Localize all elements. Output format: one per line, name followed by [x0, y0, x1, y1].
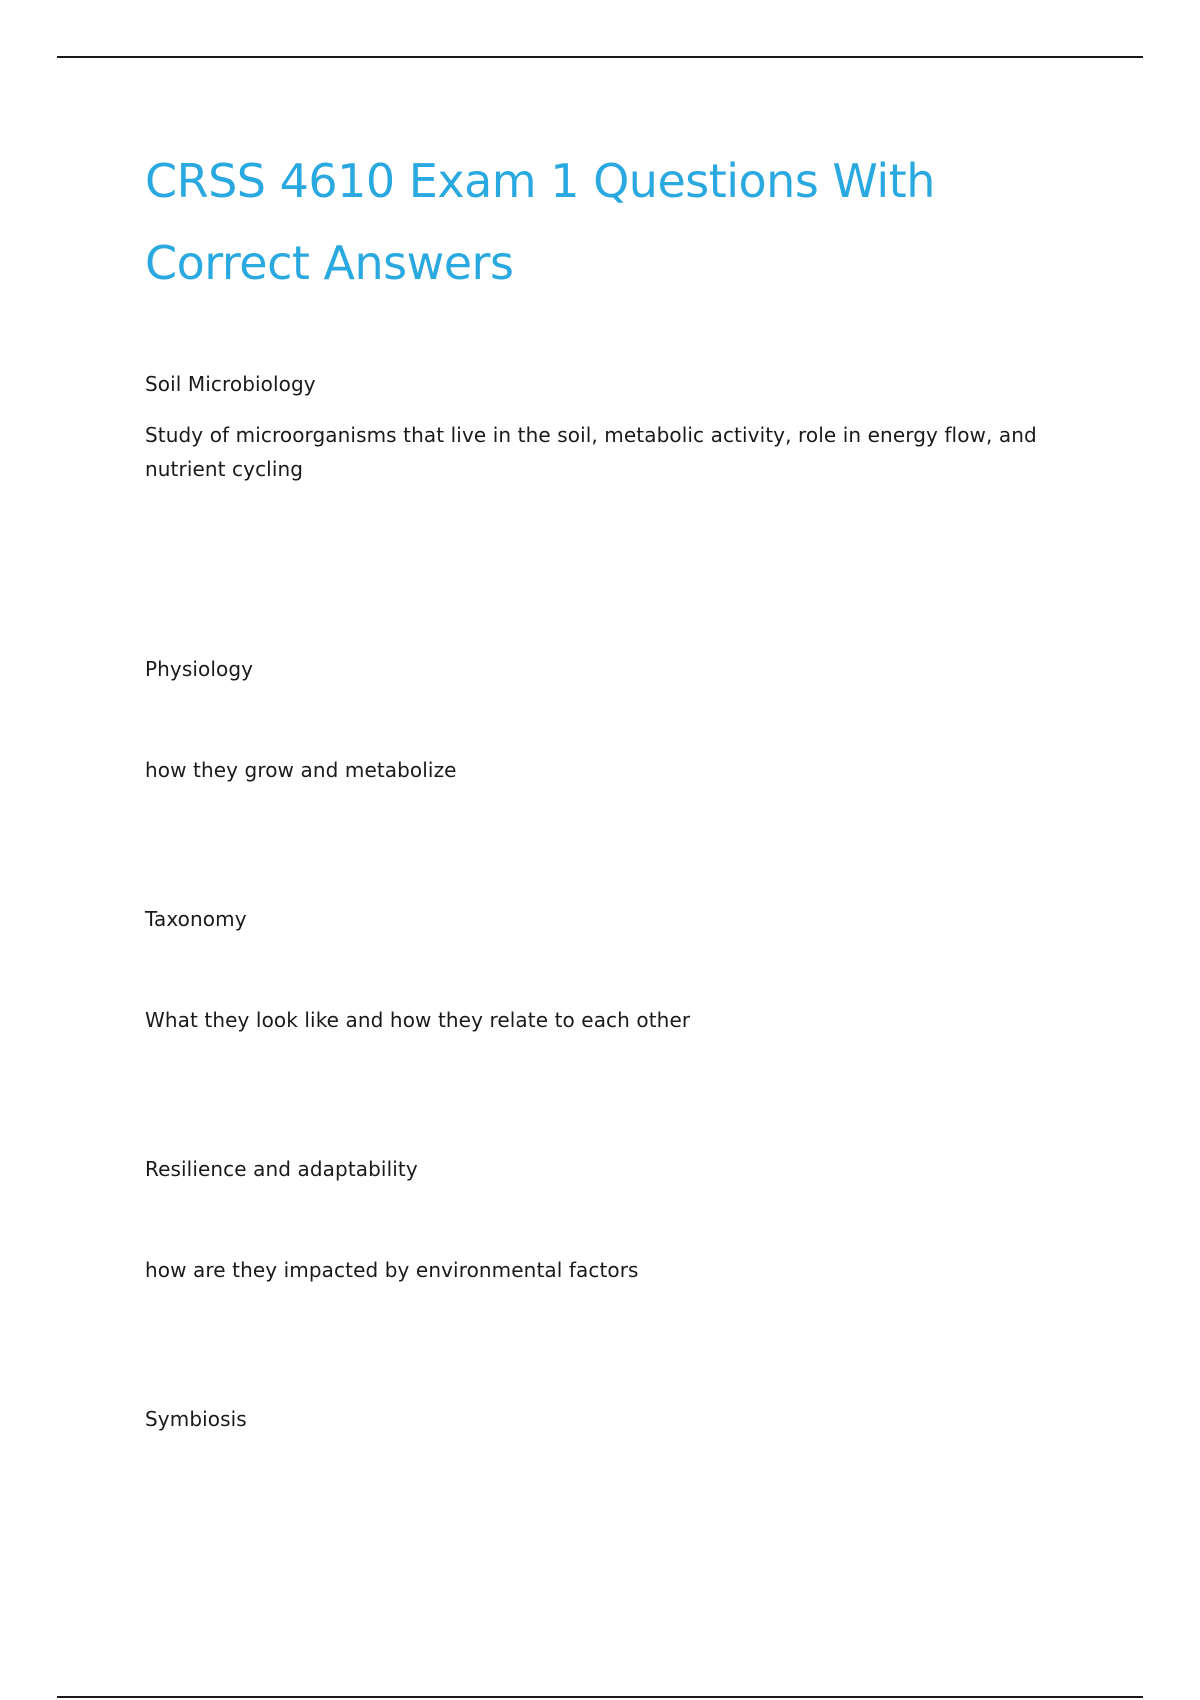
answer-taxonomy: What they look like and how they relate to each other	[145, 1008, 691, 1032]
answer-soil-microbiology: Study of microorganisms that live in the soil, metabolic activity, role in energy flow, and nutrient cycling	[145, 423, 1037, 481]
document-title: CRSS 4610 Exam 1 Questions With Correct Answers	[145, 154, 935, 290]
answer-resilience-adaptability: how are they impacted by environmental factors	[145, 1258, 639, 1282]
term-physiology: Physiology	[145, 657, 254, 681]
term-soil-microbiology: Soil Microbiology	[145, 372, 316, 396]
top-divider	[57, 56, 1143, 58]
term-taxonomy: Taxonomy	[145, 907, 247, 931]
answer-physiology: how they grow and metabolize	[145, 758, 457, 782]
term-symbiosis: Symbiosis	[145, 1407, 247, 1431]
term-resilience-adaptability: Resilience and adaptability	[145, 1157, 418, 1181]
bottom-divider	[57, 1696, 1143, 1698]
